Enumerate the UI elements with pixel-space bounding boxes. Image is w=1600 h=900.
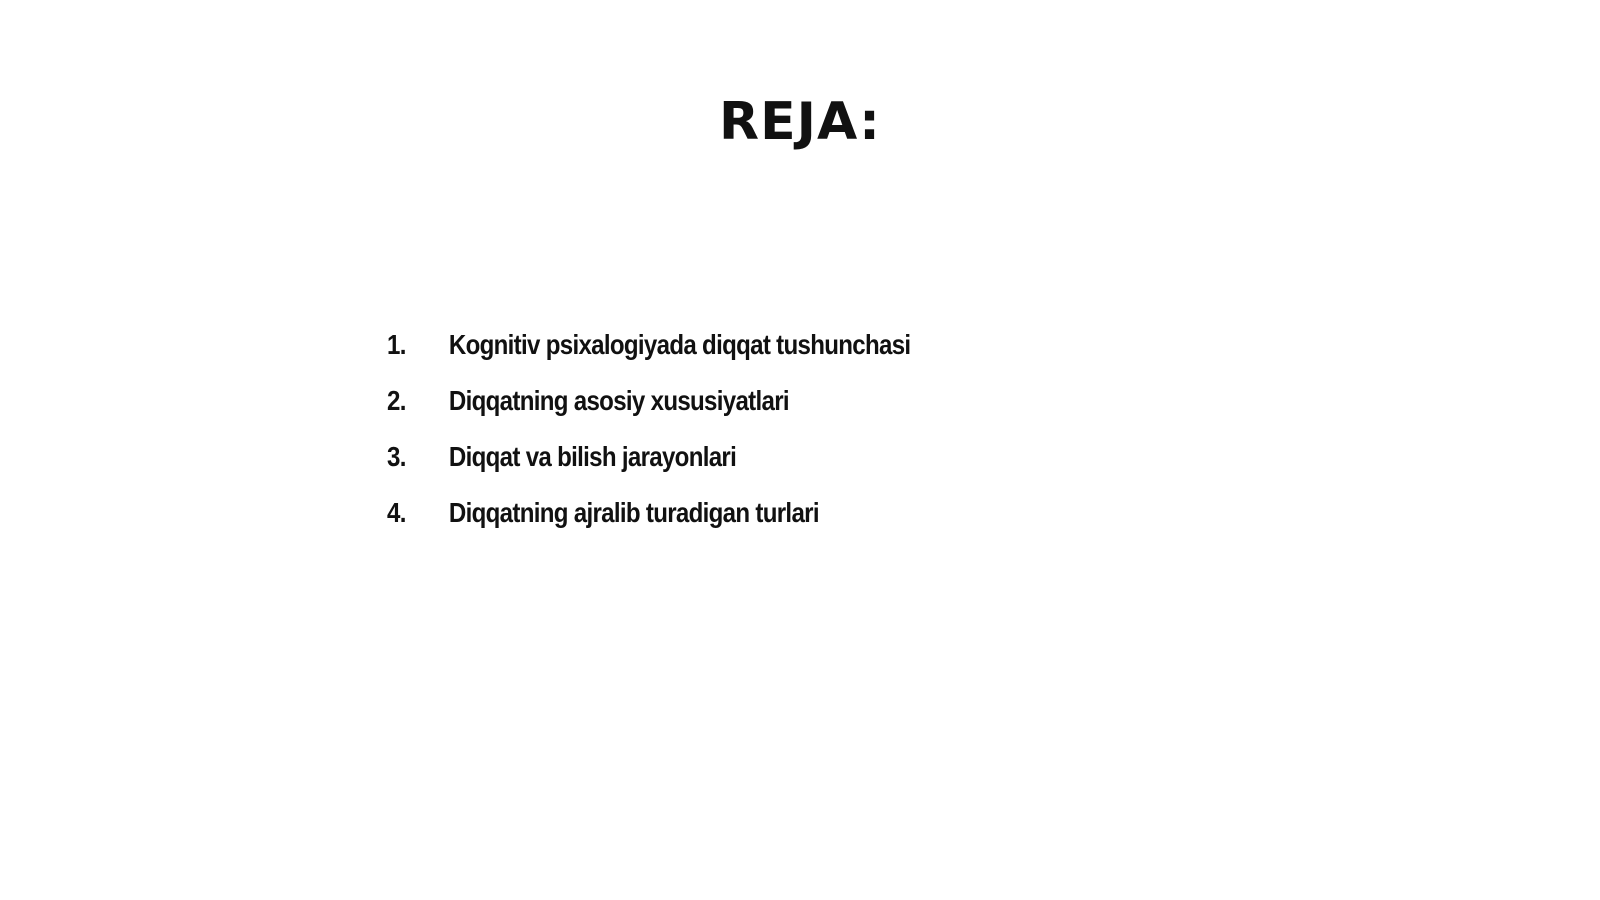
- plan-list: [387, 317, 996, 541]
- list-item: [387, 317, 910, 373]
- list-item-text: Diqqatning ajralib turadigan turlari: [448, 497, 819, 528]
- list-item-number: 2.: [387, 385, 406, 416]
- slide-title: REJA:: [719, 92, 881, 152]
- list-item-text: Diqqatning asosiy xususiyatlari: [448, 385, 789, 416]
- list-item-number: 4.: [387, 497, 406, 528]
- list-item-number: 1.: [387, 329, 406, 360]
- list-item-text: Diqqat va bilish jarayonlari: [448, 441, 737, 472]
- list-item-number: 3.: [387, 441, 406, 472]
- list-item: [387, 485, 910, 541]
- list-item: [387, 373, 910, 429]
- list-item-text: Kognitiv psixalogiyada diqqat tushunchasi: [448, 329, 911, 360]
- list-item: [387, 429, 910, 485]
